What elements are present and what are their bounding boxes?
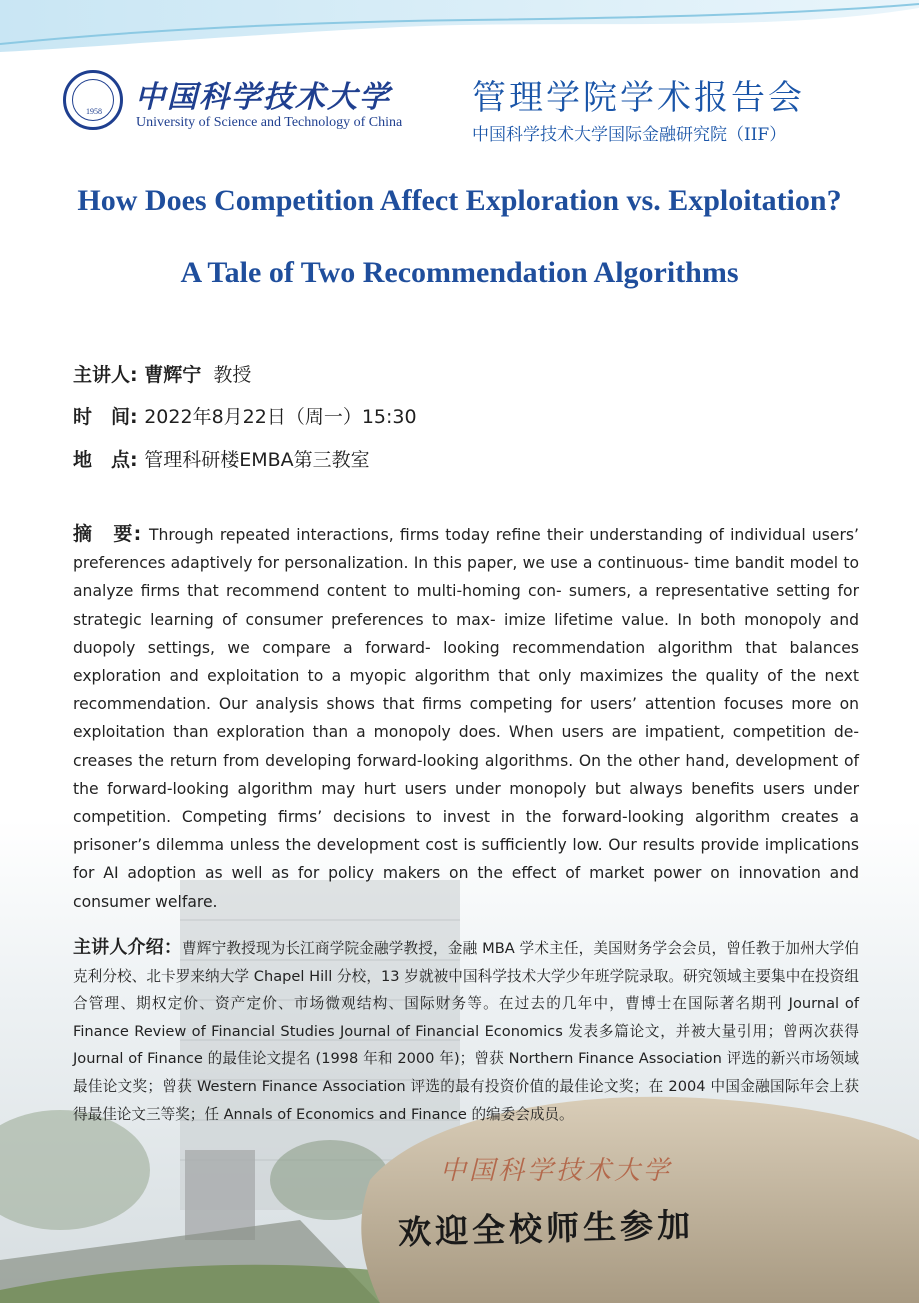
talk-title-line1: How Does Competition Affect Exploration vs. Exploitation? bbox=[77, 184, 842, 217]
time-row bbox=[73, 402, 417, 429]
speaker-title: 教授 bbox=[213, 364, 252, 386]
bio-label: 主讲人介绍： bbox=[73, 937, 183, 958]
speaker-bio bbox=[73, 934, 859, 1128]
place-value: 管理科研楼EMBA第三教室 bbox=[144, 449, 370, 471]
time-value: 2022年8月22日（周一）15:30 bbox=[144, 406, 417, 428]
university-seal-icon bbox=[63, 70, 123, 130]
university-name-en: University of Science and Technology of China bbox=[136, 115, 403, 130]
speaker-name: 曹辉宁 bbox=[144, 364, 202, 386]
welcome-message: 欢迎全校师生参加 bbox=[397, 1205, 695, 1252]
place-label: 地 点: bbox=[73, 449, 145, 471]
abstract-label: 摘 要: bbox=[73, 523, 149, 545]
bio-text: 曹辉宁教授现为长江商学院金融学教授，金融 MBA 学术主任，美国财务学会会员，曾任教于加州大学伯克利分校、北卡罗来纳大学 Chapel Hill 分校，13 岁就被中国科学技术大学少年班学院录取。研究领域主要集中在投资组合管理、期权定价、资产定价、市场微观结构、国际财务等。在过去的几年中，曹博士在国际著名期刊 Journal of Finance Review of Financial Studies Journal of Financial Economics 发表多篇论文，并被大量引用；曾两次获得 Journal of Finance 的最佳论文提名 (1998 年和 2000 年)；曾获 Northern Finance Association 评选的新兴市场领域最佳论文奖；曾获 Western Finance Association 评选的最有投资价值的最佳论文奖；在 2004 中国金融国际年会上获得最佳论文三等奖；任 Annals of Economics and Finance 的编委会成员。 bbox=[73, 940, 859, 1123]
seal-year: 1958 bbox=[86, 107, 102, 116]
university-logo bbox=[63, 70, 433, 135]
talk-title-line2: A Tale of Two Recommendation Algorithms bbox=[180, 256, 739, 289]
event-title: 管理学院学术报告会 bbox=[472, 78, 805, 118]
event-subtitle: 中国科学技术大学国际金融研究院（IIF） bbox=[472, 125, 787, 145]
place-row bbox=[73, 445, 370, 472]
speaker-row bbox=[73, 360, 251, 387]
speaker-label: 主讲人: bbox=[73, 364, 145, 386]
abstract bbox=[73, 520, 859, 916]
abstract-text: Through repeated interactions, firms today refine their understanding of individual users’ preferences adaptively for personalization. In this paper, we use a continuous- time bandit model to analyze firms that recommend content to multi-homing con- sumers, a representative setting for strategic learning of consumer preferences to max- imize lifetime value. In both monopoly and duopoly settings, we compare a forward- looking recommendation algorithm that balances exploration and exploitation to a myopic algorithm that only maximizes the quality of the next recommendation. Our analysis shows that firms competing for users’ attention focuses more on exploitation than exploration than a monopoly does. When users are impatient, competition de- creases the return from developing forward-looking algorithms. On the other hand, development of the forward-looking algorithm may hurt users under monopoly but always benefits users under competition. Competing firms’ decisions to invest in the forward-looking algorithm creates a prisoner’s dilemma unless the development cost is sufficiently low. Our results provide implications for AI adoption as well as for policy makers on the effect of market power on innovation and consumer welfare. bbox=[73, 526, 859, 911]
top-wave-decoration bbox=[0, 0, 919, 70]
time-label: 时 间: bbox=[73, 406, 145, 428]
stone-inscription: 中国科学技术大学 bbox=[440, 1156, 673, 1186]
university-name-cn: 中国科学技术大学 bbox=[135, 80, 391, 115]
